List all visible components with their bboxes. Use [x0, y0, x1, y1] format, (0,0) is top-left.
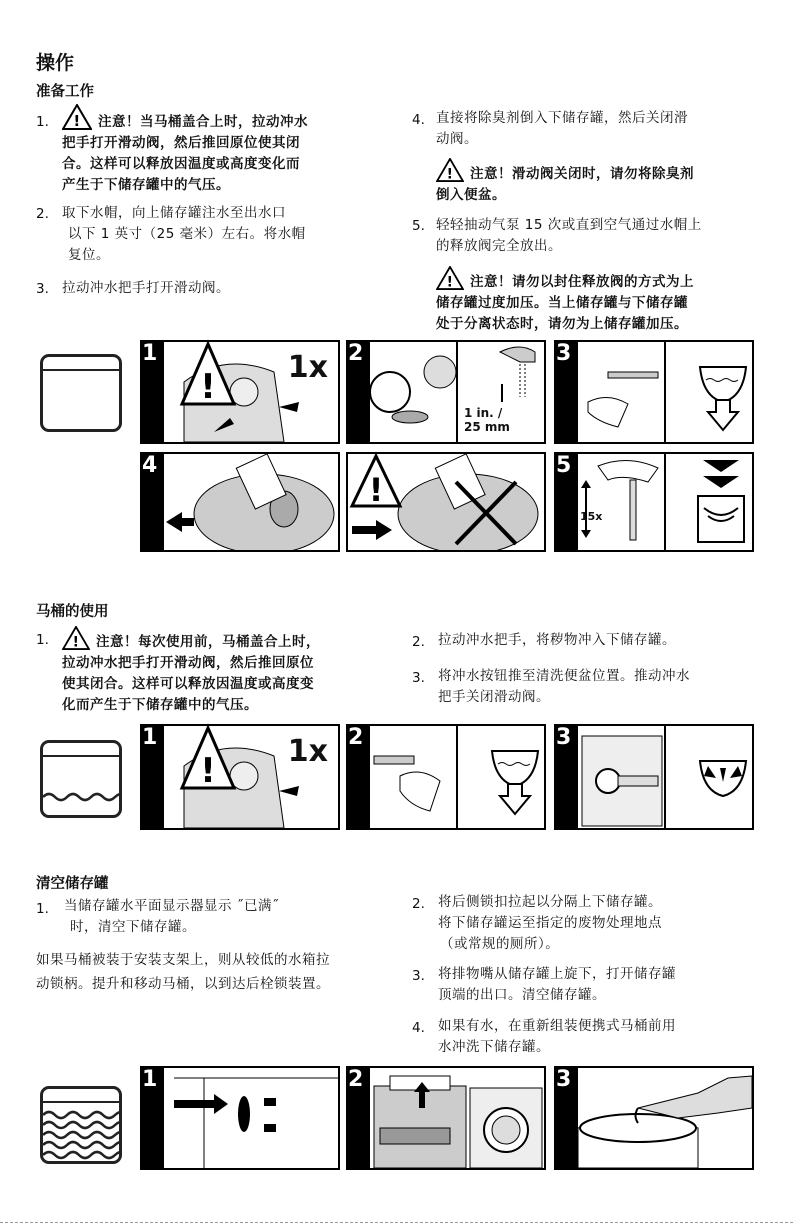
empty-tank-illustration: [578, 1068, 752, 1168]
panel-number: 4: [142, 453, 158, 478]
item-number: 1.: [36, 632, 49, 648]
panel-number: 2: [348, 1067, 364, 1092]
svg-text:!: !: [200, 751, 216, 791]
panel-number: 3: [556, 1067, 572, 1092]
section-heading-usage: 马桶的使用: [36, 604, 109, 620]
warning-pressure: ! 注意！请勿以封住释放阀的方式为上 储存罐过度加压。当上储存罐与下储存罐 处于分离状态时，请勿为上储存罐加压。: [436, 266, 776, 335]
tank-full-icon: [40, 1086, 122, 1164]
pull-handle-illustration: [578, 342, 752, 442]
warning-triangle-icon: [62, 626, 90, 650]
illustration-empty-panel-1: [140, 1066, 340, 1170]
svg-text:!: !: [446, 274, 454, 290]
fill-water-illustration: [370, 342, 544, 442]
item-number: 3.: [36, 281, 49, 297]
warning-triangle-icon: [436, 158, 464, 182]
item-number: 4.: [412, 1020, 425, 1036]
instruction-usage-2: 拉动冲水把手，将秽物冲入下储存罐。: [438, 632, 676, 648]
tank-level-icon: [40, 354, 122, 432]
item-number: 2.: [412, 634, 425, 650]
svg-text:!: !: [200, 367, 216, 407]
section-heading-prep: 准备工作: [36, 84, 94, 100]
illustration-empty-panel-3: [554, 1066, 754, 1170]
illustration-panel-2: [346, 340, 546, 444]
repeat-count: 15x: [580, 510, 603, 523]
instruction-item-4: 直接将除臭剂倒入下储存罐，然后关闭滑 动阀。: [436, 110, 688, 147]
panel-number: 5: [556, 453, 572, 478]
panel-number: 2: [348, 341, 364, 366]
svg-text:!: !: [72, 634, 80, 650]
panel-number: 3: [556, 725, 572, 750]
page-bottom-rule: [0, 1222, 793, 1224]
rinse-bowl-illustration: [578, 726, 752, 828]
section-heading-empty: 清空储存罐: [36, 876, 109, 892]
svg-text:!: !: [368, 471, 384, 509]
illustration-panel-3: [554, 340, 754, 444]
instruction-empty-4: 如果有水，在重新组装便携式马桶前用 水冲洗下储存罐。: [438, 1018, 676, 1055]
instruction-empty-3: 将排物嘴从储存罐上旋下，打开储存罐 顶端的出口。清空储存罐。: [438, 966, 676, 1003]
illustration-usage-panel-1: [140, 724, 340, 830]
item-number: 3.: [412, 968, 425, 984]
item-number: 3.: [412, 670, 425, 686]
panel-number: 3: [556, 341, 572, 366]
item-number: 5.: [412, 218, 425, 234]
repeat-count: 1x: [287, 734, 328, 769]
panel-number: 2: [348, 725, 364, 750]
illustration-panel-no-deodorant: [346, 452, 546, 552]
warning-usage-1: ! 注意！每次使用前，马桶盖合上时， 拉动冲水把手打开滑动阀，然后推回原位 使其闭合。这样可以释放因温度或高度变 化而产生于下储存罐中的气压。: [62, 626, 372, 716]
instruction-item-5: 轻轻抽动气泵 15 次或直到空气通过水帽上 的释放阀完全放出。: [436, 217, 702, 254]
panel-number: 1: [142, 341, 158, 366]
panel-number: 1: [142, 1067, 158, 1092]
illustration-usage-panel-3: [554, 724, 754, 830]
item-number: 1.: [36, 901, 49, 917]
instruction-item-2: 取下水帽，向上储存罐注水至出水口 以下 1 英寸（25 毫米）左右。将水帽 复位。: [62, 205, 306, 263]
instruction-empty-1: 当储存罐水平面显示器显示 ˝已满˝ 时，清空下储存罐。: [64, 898, 280, 935]
item-number: 1.: [36, 114, 49, 130]
illustration-usage-panel-2: [346, 724, 546, 830]
depth-label: 1 in. / 25 mm: [464, 406, 510, 434]
repeat-count: 1x: [287, 350, 328, 385]
mounting-note: 如果马桶被装于安装支架上，则从较低的水箱拉 动锁柄。提升和移动马桶，以到达后栓锁装置。: [36, 952, 330, 992]
item-number: 2.: [36, 206, 49, 222]
illustration-empty-panel-2: [346, 1066, 546, 1170]
instruction-usage-3: 将冲水按钮推至清洗便盆位置。推动冲水 把手关闭滑动阀。: [438, 668, 690, 705]
separate-tanks-illustration: [370, 1068, 544, 1168]
svg-text:!: !: [446, 166, 454, 182]
level-indicator-illustration: [164, 1068, 338, 1168]
item-number: 2.: [412, 896, 425, 912]
warning-triangle-icon: [436, 266, 464, 290]
panel-number: 1: [142, 725, 158, 750]
svg-text:!: !: [73, 112, 81, 130]
pour-deodorant-illustration: [164, 454, 338, 550]
item-number: 4.: [412, 112, 425, 128]
flush-waste-illustration: [370, 726, 544, 828]
illustration-panel-5: [554, 452, 754, 552]
pump-illustration: [578, 454, 752, 550]
instruction-empty-2: 将后侧锁扣拉起以分隔上下储存罐。 将下储存罐运至指定的废物处理地点 （或常规的厕所）。: [438, 894, 662, 952]
page-title: 操作: [36, 52, 75, 74]
warning-triangle-icon: [62, 104, 92, 130]
instruction-item-3: 拉动冲水把手打开滑动阀。: [62, 280, 230, 296]
illustration-panel-4: [140, 452, 340, 552]
warning-item-1: ! 注意！当马桶盖合上时，拉动冲水 把手打开滑动阀，然后推回原位使其闭 合。这样可以释放因温度或高度变化而 产生于下储存罐中的气压。: [62, 104, 362, 196]
warning-deodorant: ! 注意！滑动阀关闭时，请勿将除臭剂 倒入便盆。: [436, 158, 766, 206]
do-not-pour-illustration: [348, 454, 544, 550]
illustration-panel-1: [140, 340, 340, 444]
tank-level-icon: [40, 740, 122, 818]
